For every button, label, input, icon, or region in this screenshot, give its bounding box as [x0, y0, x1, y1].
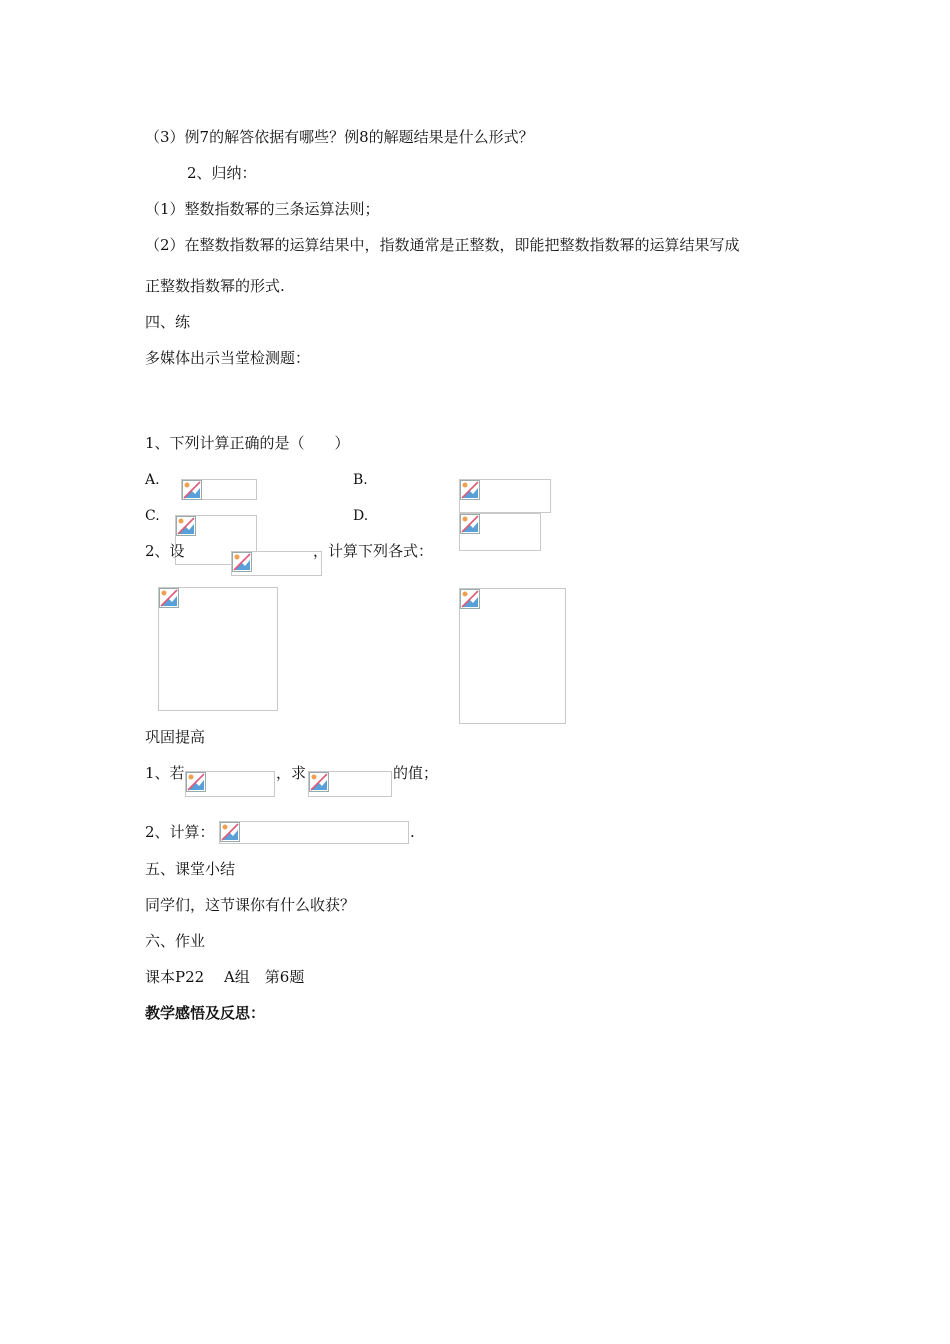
summary-item-1: （1）整数指数幂的三条运算法则；	[145, 200, 380, 218]
broken-image-icon	[182, 480, 202, 500]
option-c-label: C.	[145, 508, 160, 524]
broken-image-icon	[460, 514, 480, 534]
broken-image-icon	[309, 772, 329, 792]
section-4-heading: 四、练	[145, 313, 191, 331]
option-a-image	[181, 479, 257, 500]
option-a-label: A.	[145, 472, 160, 488]
section-6-heading: 六、作业	[145, 932, 206, 950]
consolidate-1-mid: ，求	[276, 764, 307, 782]
multimedia-line: 多媒体出示当堂检测题：	[145, 349, 311, 367]
consolidate-1-expression-image	[308, 771, 392, 797]
broken-image-icon	[176, 516, 196, 536]
summary-item-2: （2）在整数指数幂的运算结果中，指数通常是正整数，即能把整数指数幂的运算结果写成	[145, 236, 740, 254]
exercise-2-right-image	[459, 588, 566, 724]
consolidate-1-prefix: 1、若	[145, 764, 185, 782]
option-b-image	[459, 479, 551, 513]
broken-image-icon	[232, 552, 252, 572]
reflection-heading: 教学感悟及反思：	[145, 1004, 266, 1022]
option-d-image	[459, 513, 541, 551]
summary-heading: 2、归纳：	[187, 164, 257, 182]
exercise-2-suffix: ，计算下列各式：	[313, 542, 434, 560]
consolidate-2-prefix: 2、计算：	[145, 823, 215, 841]
exercise-2-condition-image	[231, 551, 322, 576]
consolidate-1-condition-image	[185, 771, 275, 797]
section-5-question: 同学们，这节课你有什么收获？	[145, 896, 356, 914]
consolidate-1-suffix: 的值；	[393, 764, 439, 782]
section-5-heading: 五、课堂小结	[145, 860, 236, 878]
broken-image-icon	[460, 589, 480, 609]
homework-line: 课本P22 A组 第6题	[145, 968, 305, 986]
question-3-line: （3）例7的解答依据有哪些？例8的解题结果是什么形式？	[145, 128, 534, 146]
exercise-2-prefix: 2、设	[145, 542, 185, 560]
broken-image-icon	[460, 480, 480, 500]
broken-image-icon	[159, 588, 179, 608]
consolidate-2-suffix: .	[410, 823, 415, 841]
consolidate-2-expression-image	[219, 821, 409, 844]
exercise-2-left-image	[158, 587, 278, 711]
summary-item-2-cont: 正整数指数幂的形式.	[145, 277, 285, 295]
exercise-1: 1、下列计算正确的是（ ）	[145, 434, 350, 452]
broken-image-icon	[186, 772, 206, 792]
broken-image-icon	[220, 822, 240, 842]
option-b-label: B.	[353, 472, 368, 488]
consolidate-heading: 巩固提高	[145, 728, 206, 746]
option-d-label: D.	[353, 508, 369, 524]
